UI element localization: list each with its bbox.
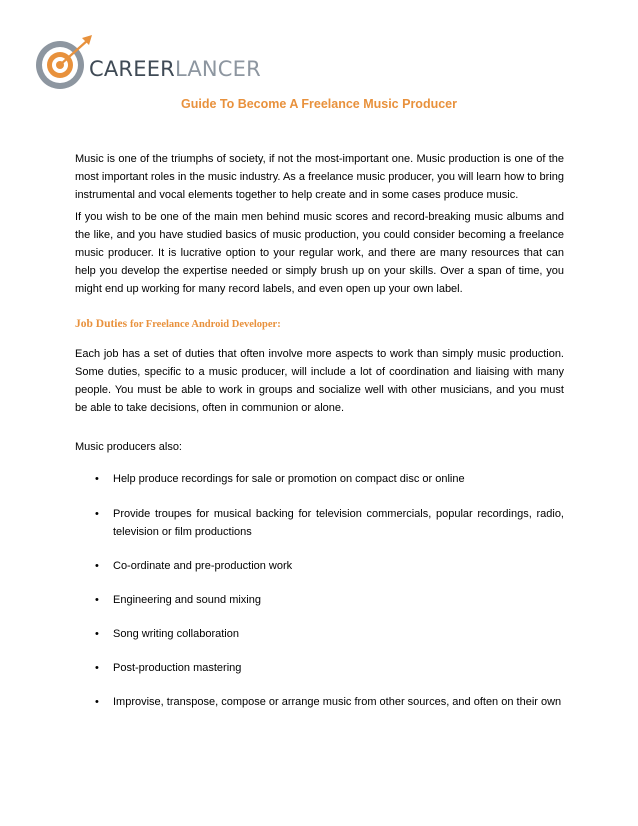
bullet-icon: •	[95, 473, 99, 485]
list-item	[75, 557, 564, 575]
list-item-text: Provide troupes for musical backing for television commercials, popular recordings, radio, television or film productions	[113, 508, 564, 538]
list-item	[75, 625, 564, 643]
page-title: Guide To Become A Freelance Music Producer	[180, 97, 457, 111]
section-body: Each job has a set of duties that often involve more aspects to work than simply music production. Some duties, specific to a music producer, will include a lot of coordination and liaising with many people. You must be able to work in groups and socialize well with other musicians, and you must be able to take decisions, often in communion or alone.	[75, 348, 564, 414]
intro-paragraph-1: Music is one of the triumphs of society, if not the most-important one. Music production is one of the most important roles in the music industry. As a freelance music producer, you will learn how to bring instrumental and vocal elements together to help create and in some cases produce music.	[75, 153, 564, 201]
intro-paragraph-2: If you wish to be one of the main men behind music scores and record-breaking music albums and the like, and you have studied basics of music production, you could consider becoming a freelance music producer. It is lucrative option to your regular work, and there are many resources that can help you develop the expertise needed or simply brush up on your skills. Over a span of time, you might end up working for many record labels, and even open up your own label.	[75, 211, 564, 295]
list-item-text: Engineering and sound mixing	[113, 594, 261, 606]
section-heading	[75, 318, 281, 330]
list-item	[75, 470, 564, 488]
bullet-icon: •	[95, 560, 99, 572]
logo-word-career: CAREER	[89, 57, 175, 81]
list-item-text: Help produce recordings for sale or promotion on compact disc or online	[113, 473, 465, 485]
bullet-icon: •	[95, 628, 99, 640]
list-item-text: Song writing collaboration	[113, 628, 239, 640]
bullet-icon: •	[95, 594, 99, 606]
list-intro: Music producers also:	[75, 441, 182, 453]
list-item-text: Improvise, transpose, compose or arrange music from other sources, and often on their own	[113, 696, 562, 708]
bullet-icon: •	[95, 508, 99, 520]
logo-word-lancer: LANCER	[174, 57, 261, 81]
bullet-icon: •	[95, 696, 99, 708]
list-item	[75, 505, 564, 541]
section-heading-part1: Job Duties	[75, 318, 128, 330]
list-item-text: Co-ordinate and pre-production work	[113, 560, 293, 572]
list-item	[75, 693, 564, 711]
list-item-text: Post-production mastering	[113, 662, 242, 674]
bullet-icon: •	[95, 662, 99, 674]
logo-wordmark	[89, 57, 261, 81]
duties-list	[75, 470, 564, 711]
list-item	[75, 591, 564, 609]
list-item	[75, 659, 564, 677]
section-heading-part2: for Freelance Android Developer:	[129, 319, 281, 330]
